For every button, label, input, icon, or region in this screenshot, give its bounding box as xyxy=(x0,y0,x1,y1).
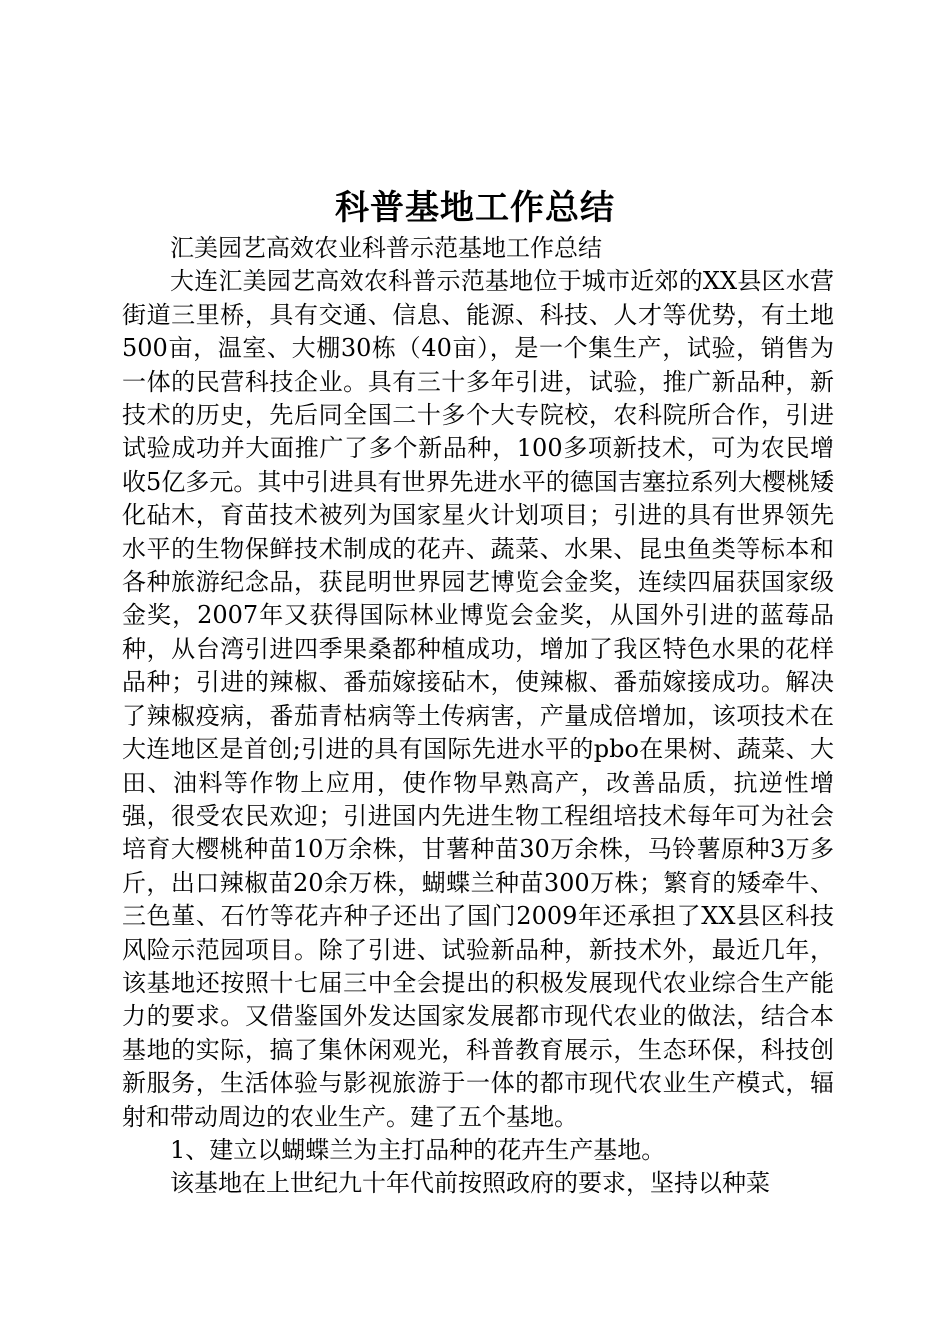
document-body xyxy=(122,232,834,1201)
paragraph-subtitle: 汇美园艺高效农业科普示范基地工作总结 xyxy=(170,234,602,262)
paragraph-section-body: 该基地在上世纪九十年代前按照政府的要求，坚持以种菜 xyxy=(170,1169,770,1198)
document-title: 科普基地工作总结 xyxy=(335,188,615,228)
paragraph-main: 大连汇美园艺高效农科普示范基地位于城市近郊的XX县区水营街道三里桥，具有交通、信息、能源、科技、人才等优势，有土地500亩，温室、大棚30栋（40亩），是一个集生产，试验，销售为一体的民营科技企业。具有三十多年引进，试验，推广新品种，新技术的历史，先后同全国二十多个大专院校，农科院所合作，引进试验成功并大面推广了多个新品种，100多项新技术，可为农民增收5亿多元。其中引进具有世界先进水平的德国吉塞拉系列大樱桃矮化砧木，育苗技术被列为国家星火计划项目；引进的具有世界领先水平的生物保鲜技术制成的花卉、蔬菜、水果、昆虫鱼类等标本和各种旅游纪念品，获昆明世界园艺博览会金奖，连续四届获国家级金奖，2007年又获得国际林业博览会金奖，从国外引进的蓝莓品种，从台湾引进四季果桑都种植成功，增加了我区特色水果的花样品种；引进的辣椒、番茄嫁接砧木，使辣椒、番茄嫁接成功。解决了辣椒疫病，番茄青枯病等土传病害，产量成倍增加，该项技术在大连地区是首创;引进的具有国际先进水平的pbo在果树、蔬菜、大田、油料等作物上应用，使作物早熟高产，改善品质，抗逆性增强，很受农民欢迎；引进国内先进生物工程组培技术每年可为社会培育大樱桃种苗10万余株，甘薯种苗30万余株，马铃薯原种3万多斤，出口辣椒苗20余万株，蝴蝶兰种苗300万株；繁育的矮牵牛、三色堇、石竹等花卉种子还出了国门2009年还承担了XX县区科技风险示范园项目。除了引进、试验新品种，新技术外，最近几年，该基地还按照十七届三中全会提出的积极发展现代农业综合生产能力的要求。又借鉴国外发达国家发展都市现代农业的做法，结合本基地的实际，搞了集休闲观光，科普教育展示，生态环保，科技创新服务，生活体验与影视旅游于一体的都市现代农业生产模式，辐射和带动周边的农业生产。建了五个基地。 xyxy=(122,267,834,1131)
paragraph-section-heading: 1、建立以蝴蝶兰为主打品种的花卉生产基地。 xyxy=(170,1135,666,1164)
